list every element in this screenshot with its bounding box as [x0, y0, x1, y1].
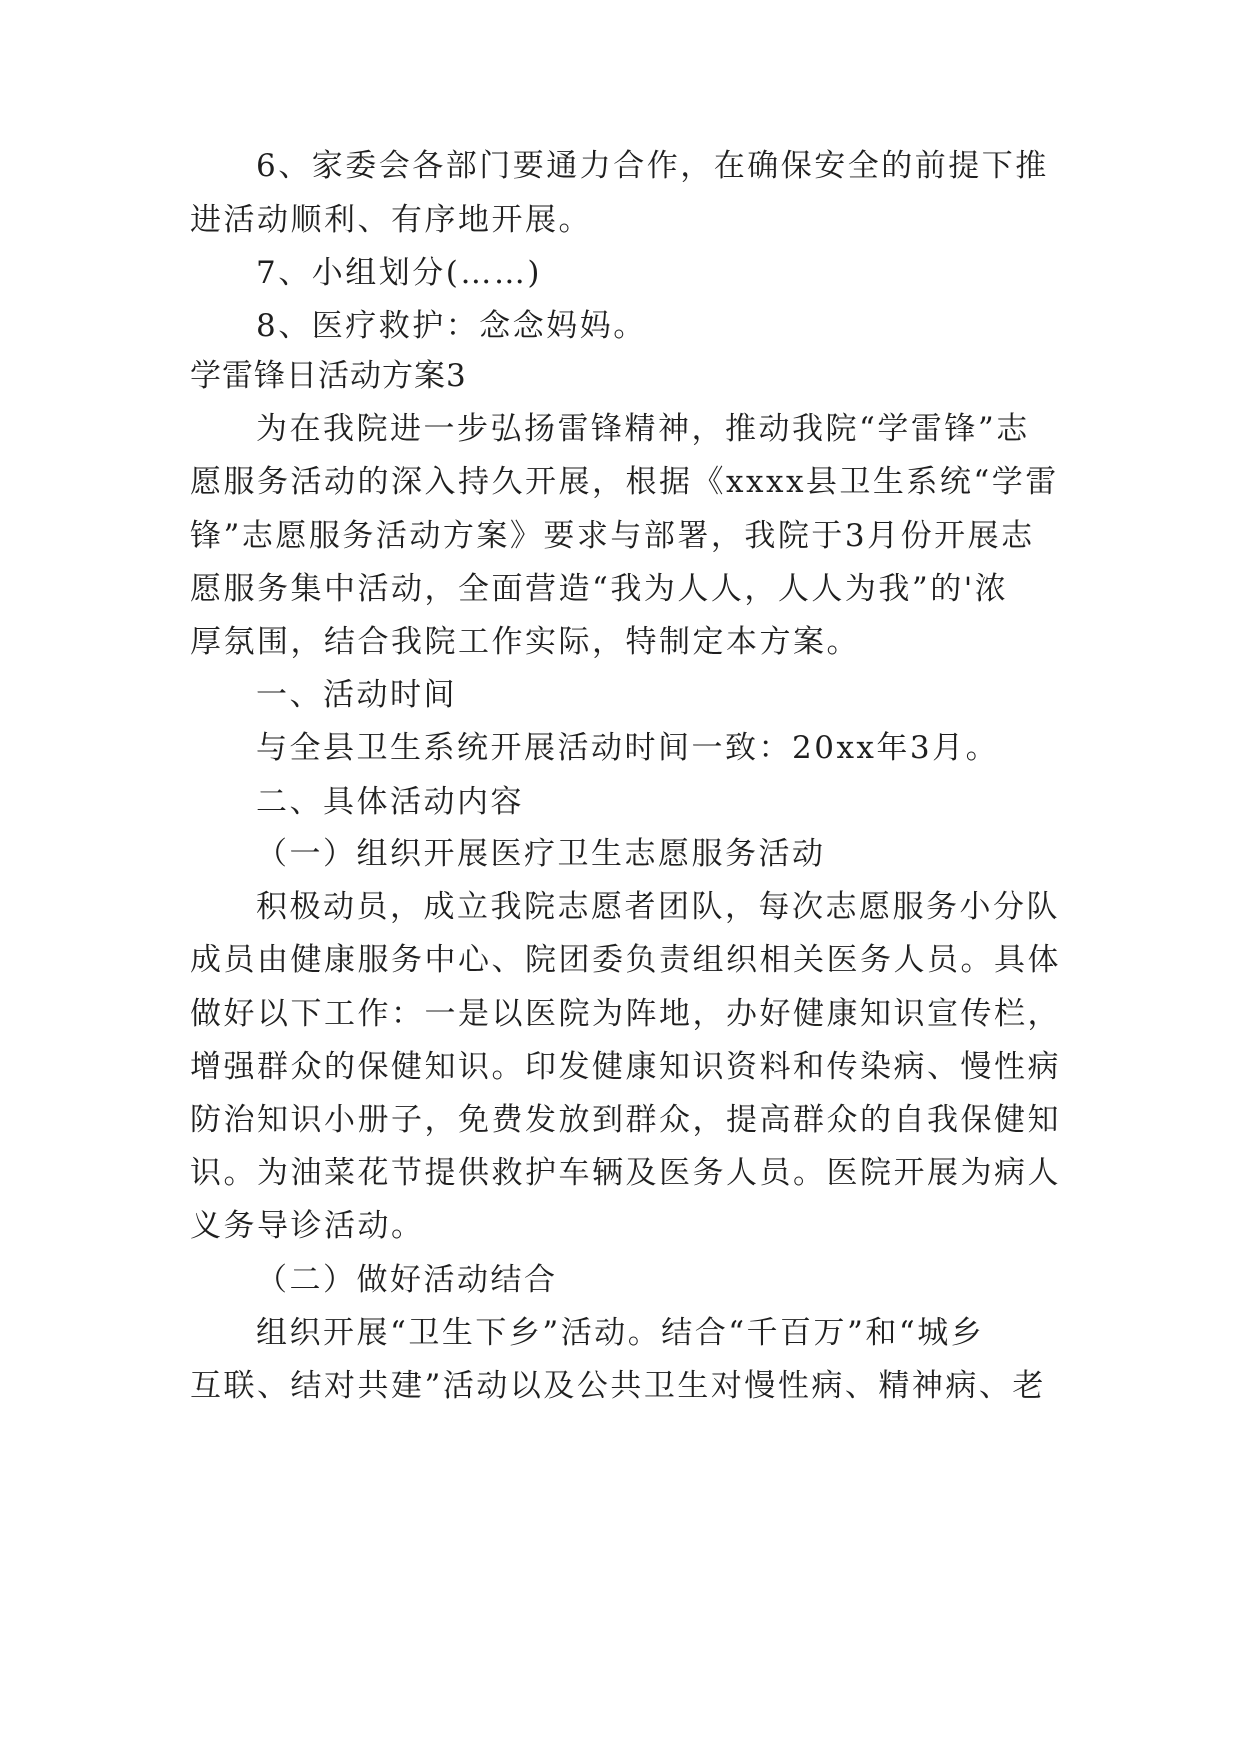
section-heading: 二、具体活动内容 [256, 784, 524, 820]
subsection-heading: （一）组织开展医疗卫生志愿服务活动 [256, 836, 826, 872]
paragraph-line: 愿服务集中活动，全面营造“我为人人，人人为我”的'浓 [190, 571, 1009, 607]
paragraph-line: 8、医疗救护：念念妈妈。 [256, 308, 647, 344]
paragraph-line: 做好以下工作：一是以医院为阵地，办好健康知识宣传栏， [190, 996, 1061, 1032]
paragraph-line: 7、小组划分(……) [256, 255, 542, 291]
paragraph-line: 成员由健康服务中心、院团委负责组织相关医务人员。具体 [190, 942, 1061, 978]
paragraph-line: 愿服务活动的深入持久开展，根据《xxxx县卫生系统“学雷 [190, 464, 1059, 500]
paragraph-line: 义务导诊活动。 [190, 1208, 425, 1244]
paragraph-line: 防治知识小册子，免费发放到群众，提高群众的自我保健知 [190, 1102, 1061, 1138]
paragraph-line: 识。为油菜花节提供救护车辆及医务人员。医院开展为病人 [190, 1155, 1061, 1191]
paragraph-line: 锋”志愿服务活动方案》要求与部署，我院于3月份开展志 [190, 518, 1035, 554]
paragraph-line: 增强群众的保健知识。印发健康知识资料和传染病、慢性病 [190, 1049, 1061, 1085]
section-title: 学雷锋日活动方案3 [190, 358, 467, 394]
paragraph-line: 积极动员，成立我院志愿者团队，每次志愿服务小分队 [256, 889, 1060, 925]
paragraph-line: 互联、结对共建”活动以及公共卫生对慢性病、精神病、老 [190, 1368, 1046, 1404]
paragraph-line: 与全县卫生系统开展活动时间一致：20xx年3月。 [256, 730, 1000, 766]
paragraph-line: 为在我院进一步弘扬雷锋精神，推动我院“学雷锋”志 [256, 411, 1030, 447]
paragraph-line: 进活动顺利、有序地开展。 [190, 202, 592, 238]
paragraph-line: 组织开展“卫生下乡”活动。结合“千百万”和“城乡 [256, 1315, 985, 1351]
paragraph-line: 厚氛围，结合我院工作实际，特制定本方案。 [190, 624, 860, 660]
paragraph-line: 6、家委会各部门要通力合作，在确保安全的前提下推 [256, 148, 1049, 184]
subsection-heading: （二）做好活动结合 [256, 1262, 558, 1298]
section-heading: 一、活动时间 [256, 677, 457, 713]
